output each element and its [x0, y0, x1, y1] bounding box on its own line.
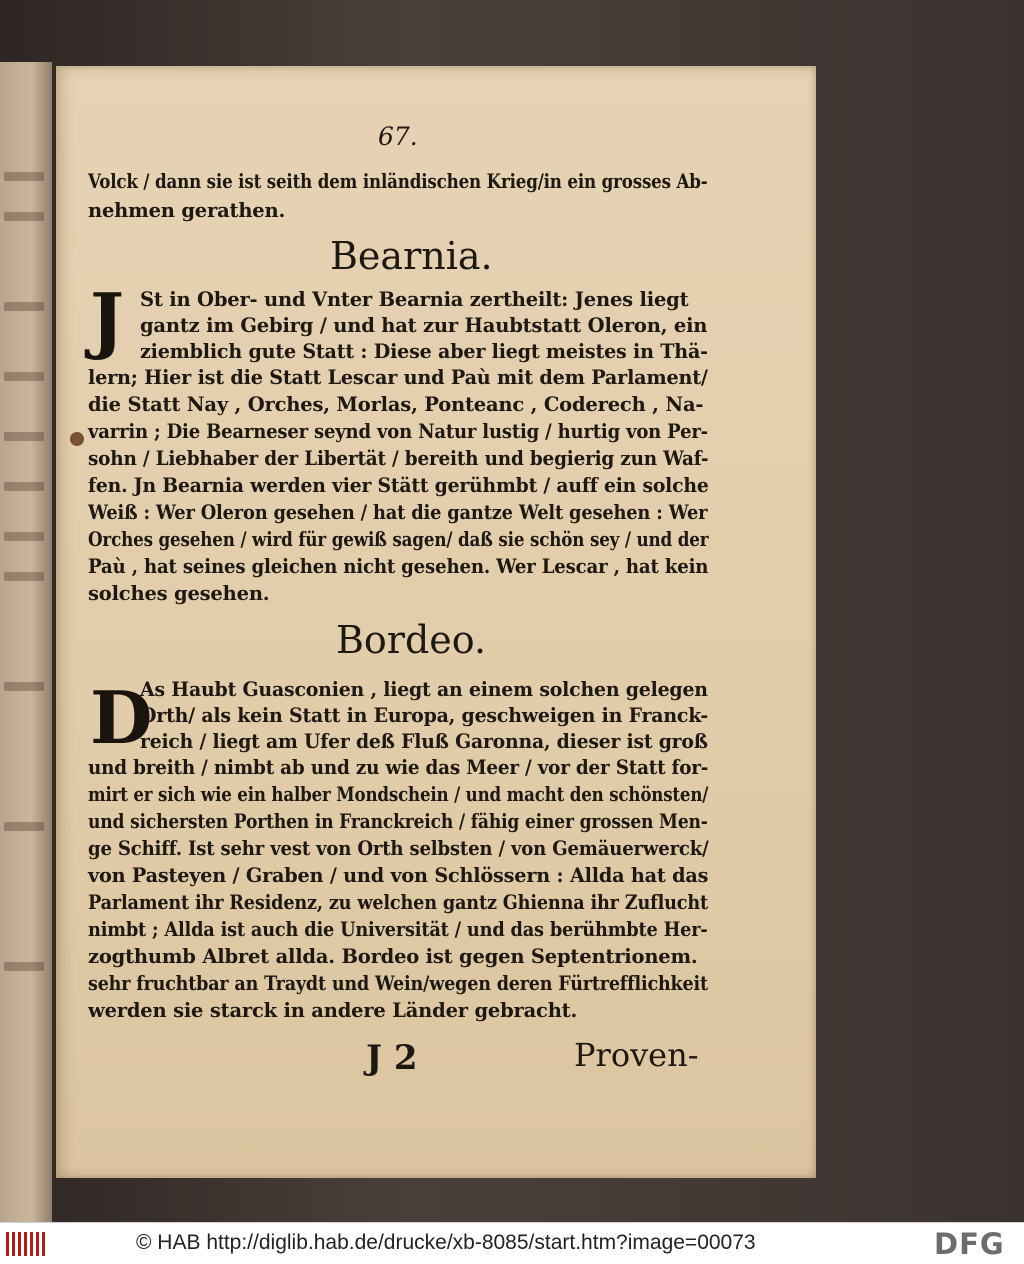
text-line: Parlament ihr Residenz, zu welchen gantz Ghienna ihr Zuflucht [88, 891, 709, 914]
text-line: zogthumb Albret allda. Bordeo ist gegen Septentrionem. [88, 945, 698, 968]
text-line: ziemblich gute Statt : Diese aber liegt meistes in Thä- [140, 340, 708, 363]
text-line: fen. Jn Bearnia werden vier Stätt gerühmbt / auff ein solche [88, 474, 709, 497]
text-line: und sichersten Porthen in Franckreich / fähig einer grossen Men- [88, 810, 708, 833]
text-line: St in Ober- und Vnter Bearnia zertheilt: Jenes liegt [140, 288, 689, 311]
footer-copyright-link[interactable]: © HAB http://diglib.hab.de/drucke/xb-8085/start.htm?image=00073 [136, 1231, 756, 1254]
text-line: gantz im Gebirg / und hat zur Haubtstatt Oleron, ein [140, 314, 708, 337]
dfg-logo: DFG [934, 1227, 1005, 1261]
book-page [56, 66, 816, 1178]
text-line: nimbt ; Allda ist auch die Universität / und das berühmbte Her- [88, 918, 708, 941]
text-line: Weiß : Wer Oleron gesehen / hat die gantze Welt gesehen : Wer [88, 501, 708, 524]
catchword: Proven- [574, 1036, 699, 1074]
text-line: Orches gesehen / wird für gewiß sagen/ daß sie schön sey / und der [88, 528, 709, 551]
paper-stain [70, 432, 84, 446]
text-line: nehmen gerathen. [88, 199, 286, 222]
text-line: Paù , hat seines gleichen nicht gesehen. Wer Lescar , hat kein [88, 555, 709, 578]
signature-mark: J 2 [366, 1038, 418, 1078]
text-line: und breith / nimbt ab und zu wie das Meer / vor der Statt for- [88, 756, 709, 779]
text-line: reich / liegt am Ufer deß Fluß Garonna, dieser ist groß [140, 730, 708, 753]
text-line: solches gesehen. [88, 582, 270, 605]
text-line: ge Schiff. Ist sehr vest von Orth selbsten / von Gemäuerwerck/ [88, 837, 709, 860]
text-line: Orth/ als kein Statt in Europa, geschweigen in Franck- [140, 704, 709, 727]
text-line: As Haubt Guasconien , liegt an einem solchen gelegen [140, 678, 708, 701]
text-line: von Pasteyen / Graben / und von Schlössern : Allda hat das [88, 864, 709, 887]
text-line: sohn / Liebhaber der Libertät / bereith und begierig zun Waf- [88, 447, 709, 470]
text-line: die Statt Nay , Orches, Morlas, Ponteanc , Coderech , Na- [88, 393, 704, 416]
drop-initial: J [90, 277, 125, 362]
text-line: mirt er sich wie ein halber Mondschein / und macht den schönsten/ [88, 783, 709, 806]
section-heading-bearnia: Bearnia. [330, 234, 493, 278]
text-line: sehr fruchtbar an Traydt und Wein/wegen deren Fürtrefflichkeit [88, 972, 708, 995]
page-number: 67. [378, 122, 418, 151]
text-line: varrin ; Die Bearneser seynd von Natur lustig / hurtig von Per- [88, 420, 708, 443]
hab-logo-icon [6, 1232, 46, 1256]
left-page-edge [0, 62, 52, 1222]
drop-initial: D [90, 675, 153, 760]
section-heading-bordeo: Bordeo. [336, 618, 487, 662]
footer-bar [0, 1222, 1024, 1264]
text-line: lern; Hier ist die Statt Lescar und Paù mit dem Parlament/ [88, 366, 708, 389]
text-line: Volck / dann sie ist seith dem inländischen Krieg/in ein grosses Ab- [88, 170, 708, 193]
text-line: werden sie starck in andere Länder gebracht. [88, 999, 578, 1022]
